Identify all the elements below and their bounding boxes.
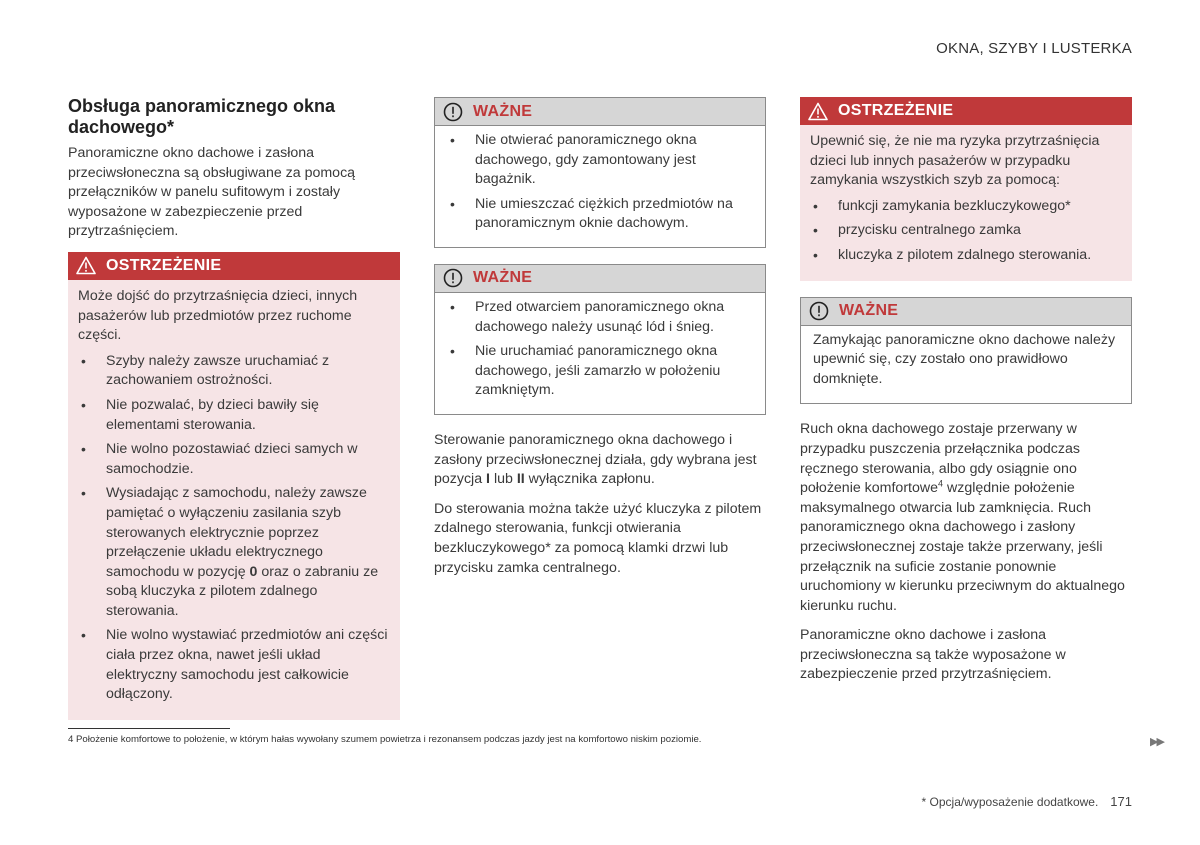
- notice-content: [435, 293, 765, 414]
- body-paragraph: [800, 420, 1132, 616]
- notice-title: WAŻNE: [473, 102, 533, 120]
- exclamation-circle-icon: [443, 268, 463, 288]
- list-item: • Nie umieszczać ciężkich przedmiotów na panoramicznym oknie dachowym.: [447, 195, 755, 234]
- position-label: 0: [249, 563, 258, 580]
- position-label: II: [516, 471, 525, 488]
- list-item: • kluczyka z pilotem zdalnego sterowania.: [810, 246, 1122, 266]
- notice-content: [435, 126, 765, 247]
- list-item: • Szyby należy zawsze uruchamiać z zachowaniem ostrożności.: [78, 352, 390, 391]
- footnote-ref: 4: [938, 478, 944, 489]
- paragraph-text: wyłącznika zapłonu.: [524, 471, 655, 488]
- paragraph-text: Ruch okna dachowego zostaje przerwany w przypadku puszczenia przełącznika podczas ręcznego sterowania, albo gdy osiągnie ono położenie komfortowe: [800, 421, 1080, 497]
- exclamation-circle-icon: [809, 301, 829, 321]
- body-paragraph: Panoramiczne okno dachowe i zasłona przeciwsłoneczna są także wyposażone w zabezpieczenie przed przytrzaśnięciem.: [800, 627, 1066, 683]
- footnote: [68, 734, 701, 745]
- list-item: • przycisku centralnego zamka: [810, 221, 1122, 241]
- list-item: • Przed otwarciem panoramicznego okna dachowego należy usunąć lód i śnieg.: [447, 298, 755, 337]
- section-heading: Obsługa panoramicznego okna dachowego*: [68, 96, 336, 137]
- notice-list: [447, 131, 755, 234]
- paragraph-text: Sterowanie panoramicznego okna dachowego i zasłony przeciwsłonecznej działa, gdy wybrana jest pozycja: [434, 431, 757, 488]
- warning-title: OSTRZEŻENIE: [838, 102, 954, 119]
- body-paragraph: [434, 431, 766, 490]
- warning-text: Upewnić się, że nie ma ryzyka przytrzaśnięcia dzieci lub innych pasażerów w przypadku zamykania wszystkich szyb za pomocą:: [810, 133, 1100, 189]
- page-number: 171: [1110, 794, 1132, 809]
- paragraph-text: lub: [490, 471, 517, 488]
- page-footer: [922, 794, 1132, 809]
- position-label: I: [486, 471, 490, 488]
- warning-text: Może dojść do przytrzaśnięcia dzieci, innych pasażerów lub przedmiotów przez ruchome części.: [78, 287, 358, 344]
- list-item: • funkcji zamykania bezkluczykowego*: [810, 197, 1122, 217]
- notice-title: WAŻNE: [839, 302, 899, 320]
- warning-content: [68, 280, 400, 720]
- column-middle: [434, 97, 766, 588]
- warning-triangle-icon: [76, 256, 96, 275]
- warning-content: [800, 125, 1132, 281]
- column-left: [68, 95, 400, 736]
- list-item: • Nie uruchamiać panoramicznego okna dachowego, jeśli zamarzło w położeniu zamkniętym.: [447, 342, 755, 401]
- column-right: [800, 97, 1132, 695]
- warning-list: [810, 197, 1122, 266]
- intro-paragraph: Panoramiczne okno dachowe i zasłona przeciwsłoneczna są obsługiwane za pomocą przełączników w panelu sufitowym i zostały wyposażone w zabezpieczenie przed przytrzaśnięciem.: [68, 145, 356, 240]
- warning-header: [68, 252, 400, 280]
- warning-box: [68, 252, 400, 720]
- notice-header: [435, 98, 765, 126]
- option-note: * Opcja/wyposażenie dodatkowe.: [921, 795, 1099, 809]
- footnote-divider: [68, 728, 230, 729]
- notice-header: [801, 298, 1131, 326]
- body-paragraph: Do sterowania można także użyć kluczyka z pilotem zdalnego sterowania, funkcji otwierania bezkluczykowego* za pomocą klamki drzwi lub przycisku zamka centralnego.: [434, 500, 762, 576]
- notice-box: [800, 297, 1132, 405]
- item-text: oraz o zabraniu ze sobą kluczyka z pilotem zdalnego sterowania.: [106, 563, 379, 619]
- notice-list: [447, 298, 755, 401]
- warning-list: [78, 352, 390, 705]
- paragraph-text: względnie położenie maksymalnego otwarcia lub zamknięcia. Ruch panoramicznego okna dachowego i zasłony przeciwsłonecznej zostaje także przerwany, jeśli przełącznik na suficie zostanie ponownie uruchomiony w kierunku przeciwnym do aktualnego kierunku ruchu.: [800, 480, 1125, 614]
- footnote-text: Położenie komfortowe to położenie, w którym hałas wywołany szumem powietrza i rezonansem podczas jazdy jest na komfortowo niskim poziomie.: [73, 734, 702, 745]
- warning-header: [800, 97, 1132, 125]
- notice-box: [434, 97, 766, 248]
- notice-title: WAŻNE: [473, 269, 533, 287]
- notice-header: [435, 265, 765, 293]
- notice-box: [434, 264, 766, 415]
- warning-box: [800, 97, 1132, 281]
- list-item: [78, 484, 390, 621]
- list-item: • Nie pozwalać, by dzieci bawiły się elementami sterowania.: [78, 396, 390, 435]
- chapter-title: OKNA, SZYBY I LUSTERKA: [936, 40, 1132, 57]
- list-item: • Nie wolno pozostawiać dzieci samych w samochodzie.: [78, 440, 390, 479]
- notice-content: [801, 326, 1131, 404]
- notice-text: Zamykając panoramiczne okno dachowe należy upewnić się, czy zostało ono prawidłowo domknięte.: [813, 331, 1116, 387]
- warning-title: OSTRZEŻENIE: [106, 256, 222, 274]
- next-page-arrows-icon: ▶▶: [1150, 736, 1163, 748]
- list-item: • Nie wolno wystawiać przedmiotów ani części ciała przez okna, nawet jeśli układ elektryczny samochodu jest całkowicie odłączony.: [78, 626, 390, 704]
- footnote-number: 4: [68, 734, 74, 745]
- exclamation-circle-icon: [443, 102, 463, 122]
- item-text: Wysiadając z samochodu, należy zawsze pamiętać o wyłączeniu zasilania szyb sterowanych elektrycznie poprzez przełączenie układu elektrycznego samochodu w pozycję: [106, 485, 367, 580]
- warning-triangle-icon: [808, 102, 828, 121]
- list-item: • Nie otwierać panoramicznego okna dachowego, gdy zamontowany jest bagażnik.: [447, 131, 755, 190]
